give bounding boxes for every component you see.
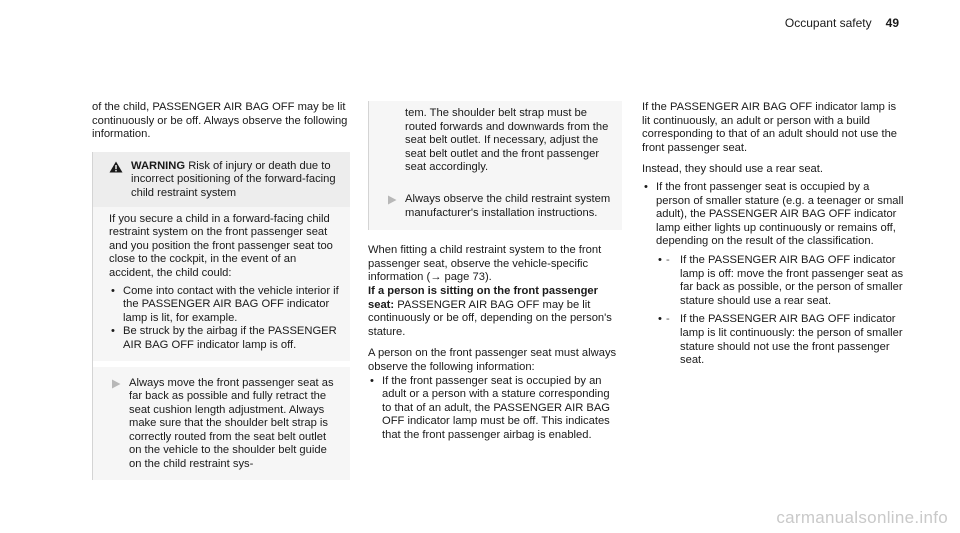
list-item: [642, 181, 904, 368]
list-item: • If the front passenger seat is occupied by an adult or a person with a stature corresponding to that of an adult, the PASSENGER AIR BAG OFF indicator lamp must be off. This indicates that the front passenger airbag is enabled.: [368, 375, 622, 443]
dash-marker: • -: [666, 253, 670, 266]
list-item: • Come into contact with the vehicle interior if the PASSENGER AIR BAG OFF indicator lamp is lit, for example.: [109, 285, 340, 326]
fitting-text-end: ).: [484, 271, 492, 284]
dash-list: [656, 254, 904, 368]
page-header: [785, 17, 899, 31]
action-continued: [369, 101, 622, 183]
action-step: [109, 377, 340, 472]
warning-body: [93, 207, 350, 361]
page-reference-link[interactable]: → page 73: [430, 271, 485, 284]
fitting-text: When fitting a child restraint system to the front passenger seat, observe the vehicle-specific information (: [368, 244, 602, 284]
page-number: 49: [885, 16, 899, 30]
warning-action-area: [369, 183, 622, 230]
adult-paragraph: If the PASSENGER AIR BAG OFF indicator lamp is lit continuously, an adult or person with a build corresponding to that of an adult should not use the front passenger seat.: [642, 101, 898, 154]
warning-title: WARNING: [131, 159, 186, 172]
column-2: [368, 101, 622, 442]
action-continued-text: tem. The shoulder belt strap must be routed forwards and downwards from the seat belt outlet. If necessary, adjust the seat belt outlet and the front passenger seat accordingly.: [405, 107, 609, 174]
person-text: PASSENGER AIR BAG OFF may be lit continuously or be off, depending on the person's stature.: [368, 298, 612, 338]
dash-item: [656, 313, 904, 367]
dash-text: If the PASSENGER AIR BAG OFF indicator lamp is lit continuously: the person of smaller stature should not use the front passenger seat.: [680, 313, 903, 367]
warning-headline: Risk of injury or death due to incorrect positioning of the forward-facing child restraint system: [131, 159, 336, 199]
watermark: carmanualsonline.info: [776, 508, 948, 528]
action-step: [385, 193, 612, 220]
intro-paragraph: of the child, PASSENGER AIR BAG OFF may be lit continuously or be off. Always observe the following information.: [92, 101, 348, 141]
section-title: Occupant safety: [784, 16, 872, 30]
action-arrow-icon: [387, 195, 397, 205]
column-3: [642, 101, 904, 368]
dash-text: If the PASSENGER AIR BAG OFF indicator lamp is off: move the front passenger seat as far back as possible, or the person of smaller stature should use a rear seat.: [680, 253, 904, 307]
warning-header: [93, 152, 350, 207]
dash-item: [656, 254, 904, 308]
smaller-stature-bullets: [642, 181, 904, 368]
dash-marker: • -: [666, 313, 670, 326]
list-item: • Be struck by the airbag if the PASSENGER AIR BAG OFF indicator lamp is off.: [109, 325, 340, 352]
observe-bullets: [368, 375, 622, 443]
fitting-paragraph: [368, 244, 622, 285]
observe-paragraph: A person on the front passenger seat must always observe the following information:: [368, 347, 617, 373]
warning-box: [92, 152, 350, 480]
warning-triangle-icon: [109, 161, 123, 173]
rear-seat-paragraph: Instead, they should use a rear seat.: [642, 163, 823, 176]
bullet-text: If the front passenger seat is occupied by a person of smaller stature (e.g. a teenager or small adult), the PASSENGER AIR BAG OFF indicator lamp either lights up continuously or remains off, depending on the result of the classification.: [656, 180, 904, 248]
person-paragraph: [368, 285, 622, 339]
person-heading: If a person is sitting on the front passenger seat:: [368, 284, 598, 311]
action-text: Always observe the child restraint system manufacturer's installation instructions.: [405, 192, 611, 219]
action-arrow-icon: [111, 379, 121, 389]
warning-box-continued: [368, 101, 622, 230]
warning-bullets: [109, 285, 340, 353]
warning-body-text: If you secure a child in a forward-facing child restraint system on the front passenger seat and you position the front passenger seat too close to the cockpit, in the event of an accident, the child could:: [109, 212, 333, 279]
warning-action-area: [93, 367, 350, 480]
action-text: Always move the front passenger seat as far back as possible and fully retract the seat cushion length adjustment. Always make sure that the shoulder belt strap is correctly routed from the seat belt outlet on the vehicle to the shoulder belt guide on the child restraint sys-: [129, 376, 334, 471]
column-1: [92, 101, 350, 480]
